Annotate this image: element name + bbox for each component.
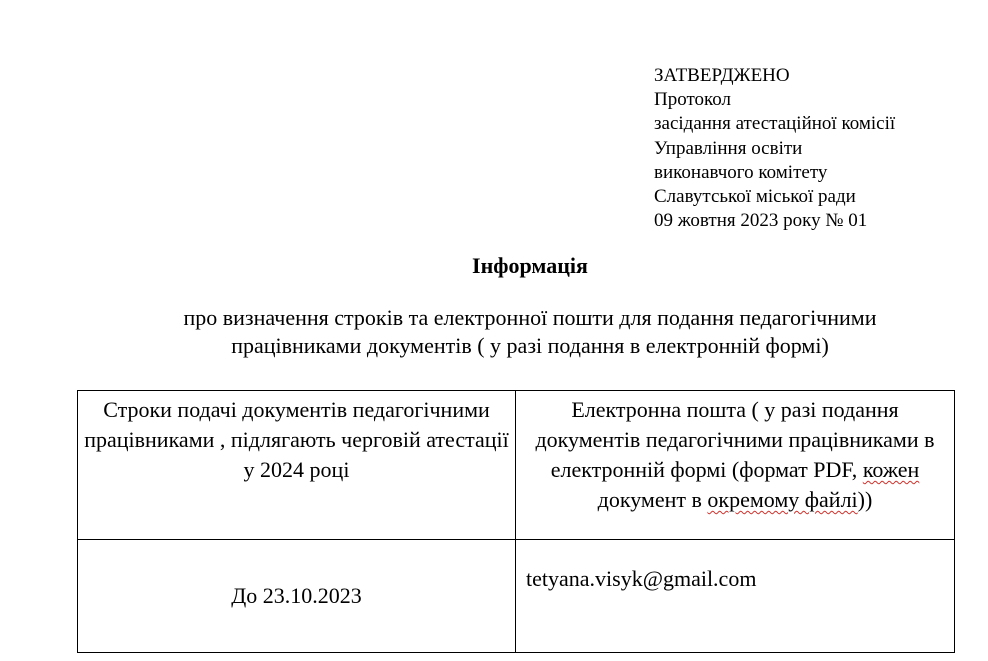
approval-stamp <box>654 64 895 233</box>
subtitle-line-1: про визначення строків та електронної пошти для подання педагогічними <box>183 305 877 330</box>
info-table <box>77 390 955 653</box>
approval-line: Протокол <box>654 89 732 111</box>
document-subtitle <box>80 304 980 360</box>
header-deadlines-cell: Строки подачі документів педагогічними працівниками , підлягають черговій атестації у 2024 році <box>78 391 516 540</box>
approval-line: ЗАТВЕРДЖЕНО <box>654 65 790 86</box>
header-email-text: Електронна пошта ( у разі подання документів педагогічними працівниками в електронній формі (формат PDF, <box>535 397 935 482</box>
table-header-row <box>78 391 955 540</box>
spellcheck-word: кожен <box>862 457 920 482</box>
deadline-cell: До 23.10.2023 <box>78 540 516 653</box>
email-cell: tetyana.visyk@gmail.com <box>516 540 955 653</box>
header-email-cell <box>516 391 955 540</box>
approval-line: виконавчого комітету <box>654 161 828 183</box>
spellcheck-word: окремому файлі <box>707 487 858 512</box>
subtitle-line-2: працівниками документів ( у разі подання в електронній формі) <box>231 333 829 358</box>
header-email-text: документ в <box>597 487 708 512</box>
approval-line: 09 жовтня 2023 року № 01 <box>654 210 868 232</box>
table-row <box>78 540 955 653</box>
document-title: Інформація <box>472 253 588 278</box>
approval-line: засідання атестаційної комісії <box>654 113 896 135</box>
approval-line: Управління освіти <box>654 137 803 159</box>
header-email-text: )) <box>857 487 873 512</box>
approval-line: Славутської міської ради <box>654 186 856 208</box>
